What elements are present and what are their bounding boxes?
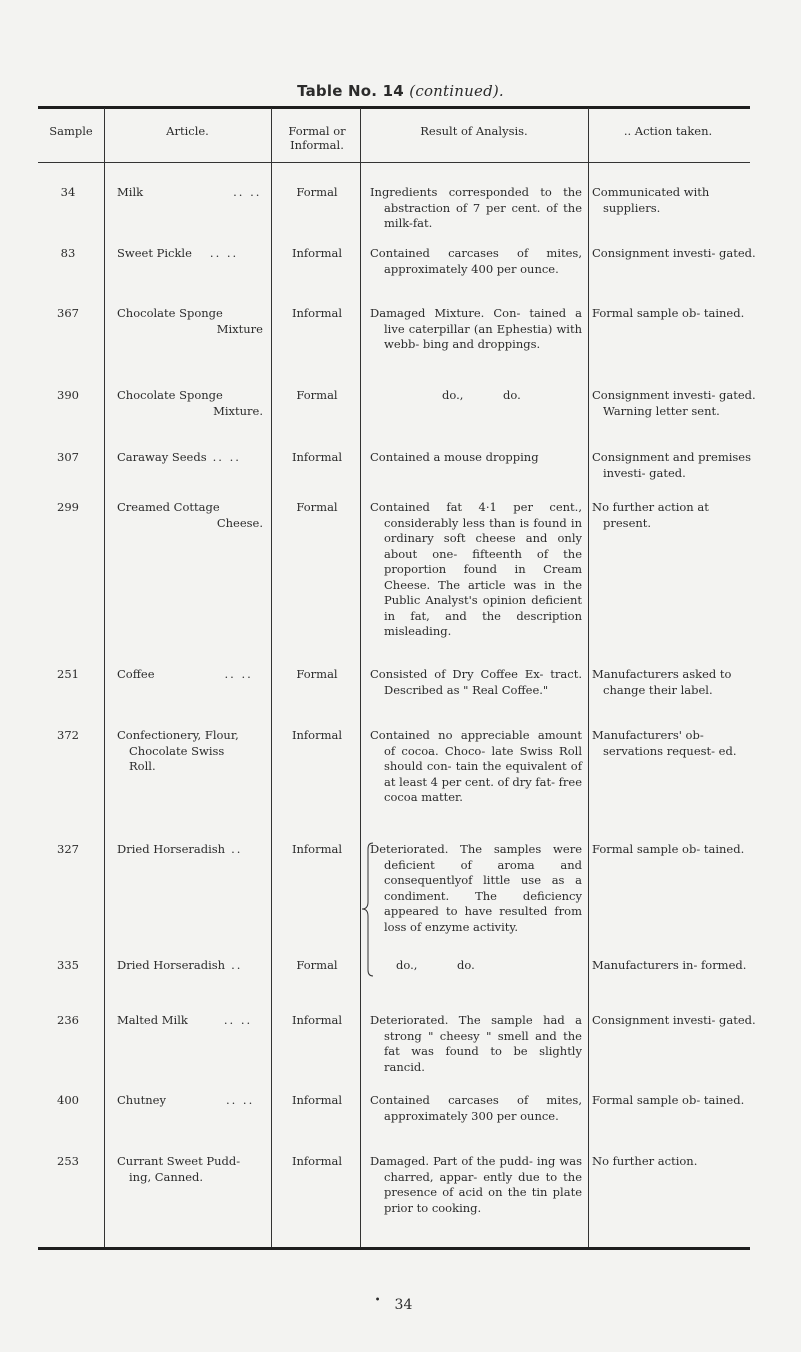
article-name bbox=[117, 667, 267, 683]
column-divider bbox=[104, 108, 105, 1247]
action-taken bbox=[592, 306, 756, 322]
leader-dots: .. .. bbox=[224, 667, 253, 681]
analysis-text: Contained fat 4·1 per cent., considerably less than is found in ordinary soft cheese and only about one- fifteenth of the proportion found in Cream Cheese. The article was in the Public Analyst's opinion deficient in fat, and the description misleading. bbox=[370, 500, 582, 638]
brace-bracket bbox=[360, 842, 374, 977]
formal-informal: Informal bbox=[291, 1013, 343, 1027]
analysis-result bbox=[370, 450, 582, 466]
sample-number: 299 bbox=[57, 500, 79, 514]
formal-informal: Informal bbox=[291, 1093, 343, 1107]
sample-number: 390 bbox=[57, 388, 79, 402]
column-divider bbox=[588, 108, 589, 1247]
article-name bbox=[117, 842, 267, 858]
analysis-text: Contained carcases of mites, approximately 300 per ounce. bbox=[370, 1093, 582, 1123]
article-text: Caraway Seeds bbox=[117, 450, 207, 464]
article-line bbox=[117, 958, 267, 974]
formal-informal: Formal bbox=[296, 388, 338, 402]
action-taken bbox=[592, 1154, 756, 1170]
formal-informal: Informal bbox=[291, 842, 343, 856]
article-name bbox=[117, 246, 267, 262]
article-text: Currant Sweet Pudd- bbox=[117, 1154, 241, 1168]
action-text: Consignment investi- gated. bbox=[592, 1013, 756, 1027]
action-text: Consignment investi- gated. Warning letter sent. bbox=[592, 388, 756, 418]
article-line bbox=[117, 322, 267, 338]
action-taken bbox=[592, 388, 756, 419]
formal-informal: Formal bbox=[296, 958, 338, 972]
page-number-text: 34 bbox=[394, 1297, 413, 1313]
article-line bbox=[117, 246, 267, 262]
sample-number: 83 bbox=[60, 246, 76, 260]
action-taken bbox=[592, 500, 756, 531]
article-name bbox=[117, 1013, 267, 1029]
analysis-result bbox=[370, 1013, 582, 1075]
action-taken bbox=[592, 958, 756, 974]
formal-informal: Informal bbox=[291, 1154, 343, 1168]
article-text: Mixture bbox=[216, 321, 263, 336]
action-taken bbox=[592, 450, 756, 481]
article-name bbox=[117, 306, 267, 337]
analysis-text: Damaged Mixture. Con- tained a live caterpillar (an Ephestia) with webb- bing and droppings. bbox=[370, 306, 582, 351]
article-text: Mixture. bbox=[213, 403, 263, 418]
action-text: Communicated with suppliers. bbox=[592, 185, 710, 215]
leader-dots: .. bbox=[231, 842, 243, 856]
sample-number: 400 bbox=[57, 1093, 79, 1107]
analysis-text: do., do. bbox=[442, 388, 521, 402]
analysis-result bbox=[370, 958, 582, 974]
article-text: Chocolate Sponge bbox=[117, 388, 223, 402]
header-action: .. Action taken. bbox=[623, 124, 713, 138]
leader-dots: .. bbox=[231, 958, 243, 972]
sample-number: 34 bbox=[60, 185, 76, 199]
analysis-result bbox=[370, 728, 582, 806]
action-taken bbox=[592, 1093, 756, 1109]
analysis-result bbox=[370, 1093, 582, 1124]
formal-informal: Informal bbox=[291, 246, 343, 260]
header-result: Result of Analysis. bbox=[420, 124, 528, 138]
article-text: Roll. bbox=[129, 759, 156, 773]
action-text: No further action. bbox=[592, 1154, 698, 1168]
analysis-result bbox=[370, 246, 582, 277]
sample-number: 335 bbox=[57, 958, 79, 972]
article-line bbox=[117, 185, 267, 201]
action-text: Formal sample ob- tained. bbox=[592, 1093, 745, 1107]
analysis-text: Consisted of Dry Coffee Ex- tract. Described as " Real Coffee." bbox=[370, 667, 582, 697]
sample-number: 307 bbox=[57, 450, 79, 464]
action-text: Manufacturers asked to change their label. bbox=[592, 667, 732, 697]
article-text: Malted Milk bbox=[117, 1013, 188, 1027]
header-sample: Sample bbox=[49, 124, 93, 138]
analysis-text: Contained a mouse dropping bbox=[370, 450, 539, 464]
article-line bbox=[117, 404, 267, 420]
article-name bbox=[117, 500, 267, 531]
sample-number: 253 bbox=[57, 1154, 79, 1168]
article-line bbox=[117, 728, 267, 744]
top-rule bbox=[38, 106, 750, 109]
action-text: No further action at present. bbox=[592, 500, 709, 530]
column-divider bbox=[360, 108, 361, 1247]
analysis-result bbox=[370, 842, 582, 935]
formal-informal: Informal bbox=[291, 306, 343, 320]
article-text: Confectionery, Flour, bbox=[117, 728, 239, 742]
action-taken bbox=[592, 1013, 756, 1029]
article-text: Chocolate Swiss bbox=[129, 743, 225, 758]
article-line bbox=[117, 667, 267, 683]
article-name bbox=[117, 958, 267, 974]
article-line bbox=[117, 516, 267, 532]
article-text: ing, Canned. bbox=[129, 1169, 204, 1184]
action-text: Manufacturers in- formed. bbox=[592, 958, 747, 972]
article-text: Coffee bbox=[117, 667, 155, 681]
page-dot: • bbox=[374, 1295, 381, 1306]
sample-number: 327 bbox=[57, 842, 79, 856]
article-line bbox=[117, 759, 267, 775]
action-taken bbox=[592, 667, 756, 698]
analysis-result bbox=[370, 1154, 582, 1216]
article-text: Sweet Pickle bbox=[117, 246, 192, 260]
action-text: Consignment and premises investi- gated. bbox=[592, 450, 752, 480]
article-text: Creamed Cottage bbox=[117, 500, 220, 514]
sample-number: 367 bbox=[57, 306, 79, 320]
table-title bbox=[0, 82, 801, 100]
analysis-result bbox=[370, 306, 582, 353]
action-text: Manufacturers' ob- servations request- ed. bbox=[592, 728, 737, 758]
article-line bbox=[117, 842, 267, 858]
article-name bbox=[117, 1154, 267, 1185]
leader-dots: .. .. bbox=[223, 1013, 253, 1027]
formal-informal: Formal bbox=[296, 667, 338, 681]
article-line bbox=[117, 1093, 267, 1109]
action-taken bbox=[592, 185, 756, 216]
article-name bbox=[117, 728, 267, 775]
analysis-result bbox=[370, 667, 582, 698]
column-divider bbox=[271, 108, 272, 1247]
table-title-main: Table No. 14 bbox=[297, 82, 404, 100]
header-formal: Formal or Informal. bbox=[288, 124, 346, 152]
header-article: Article. bbox=[166, 124, 209, 138]
header-rule bbox=[38, 162, 750, 163]
sample-number: 372 bbox=[57, 728, 79, 742]
formal-informal: Informal bbox=[291, 728, 343, 742]
leader-dots: .. .. bbox=[233, 185, 262, 199]
article-text: Milk bbox=[117, 185, 144, 199]
leader-dots: .. .. bbox=[209, 246, 239, 260]
article-line bbox=[117, 1170, 267, 1186]
article-line bbox=[117, 744, 267, 760]
analysis-text: Deteriorated. The samples were deficient of aroma and consequentlyof little use as a condiment. The deficiency appeared to have resulted from loss of enzyme activity. bbox=[370, 842, 582, 934]
article-line bbox=[117, 306, 267, 322]
action-text: Formal sample ob- tained. bbox=[592, 842, 745, 856]
analysis-text: do., do. bbox=[396, 958, 475, 972]
action-taken bbox=[592, 728, 756, 759]
analysis-result bbox=[370, 500, 582, 640]
formal-informal: Informal bbox=[291, 450, 343, 464]
article-name bbox=[117, 185, 267, 201]
analysis-text: Damaged. Part of the pudd- ing was charred, appar- ently due to the presence of acid on the tin plate prior to cooking. bbox=[370, 1154, 582, 1215]
analysis-text: Contained carcases of mites, approximately 400 per ounce. bbox=[370, 246, 582, 276]
article-text: Chutney bbox=[117, 1093, 166, 1107]
formal-informal: Formal bbox=[296, 500, 338, 514]
analysis-result bbox=[370, 185, 582, 232]
sample-number: 251 bbox=[57, 667, 79, 681]
article-line bbox=[117, 1154, 267, 1170]
article-name bbox=[117, 450, 267, 466]
article-line bbox=[117, 388, 267, 404]
bottom-rule bbox=[38, 1247, 750, 1250]
article-text: Dried Horseradish bbox=[117, 842, 226, 856]
analysis-text: Ingredients corresponded to the abstraction of 7 per cent. of the milk-fat. bbox=[370, 185, 582, 230]
action-text: Consignment investi- gated. bbox=[592, 246, 756, 260]
article-text: Chocolate Sponge bbox=[117, 306, 223, 320]
article-line bbox=[117, 1013, 267, 1029]
formal-informal: Formal bbox=[296, 185, 338, 199]
leader-dots: .. .. bbox=[225, 1093, 255, 1107]
analysis-result bbox=[370, 388, 582, 404]
article-name bbox=[117, 388, 267, 419]
article-name bbox=[117, 1093, 267, 1109]
action-text: Formal sample ob- tained. bbox=[592, 306, 745, 320]
action-taken bbox=[592, 246, 756, 262]
action-taken bbox=[592, 842, 756, 858]
leader-dots: .. .. bbox=[212, 450, 241, 464]
page-number bbox=[0, 1297, 801, 1313]
sample-number: 236 bbox=[57, 1013, 79, 1027]
article-text: Cheese. bbox=[216, 515, 263, 530]
article-line bbox=[117, 500, 267, 516]
analysis-text: Deteriorated. The sample had a strong " cheesy " smell and the fat was found to be slightly rancid. bbox=[370, 1013, 582, 1074]
article-line bbox=[117, 450, 267, 466]
analysis-text: Contained no appreciable amount of cocoa. Choco- late Swiss Roll should con- tain the equivalent of at least 4 per cent. of dry fat- free cocoa matter. bbox=[370, 728, 583, 804]
table-title-suffix: (continued). bbox=[409, 82, 504, 100]
article-text: Dried Horseradish bbox=[117, 958, 226, 972]
